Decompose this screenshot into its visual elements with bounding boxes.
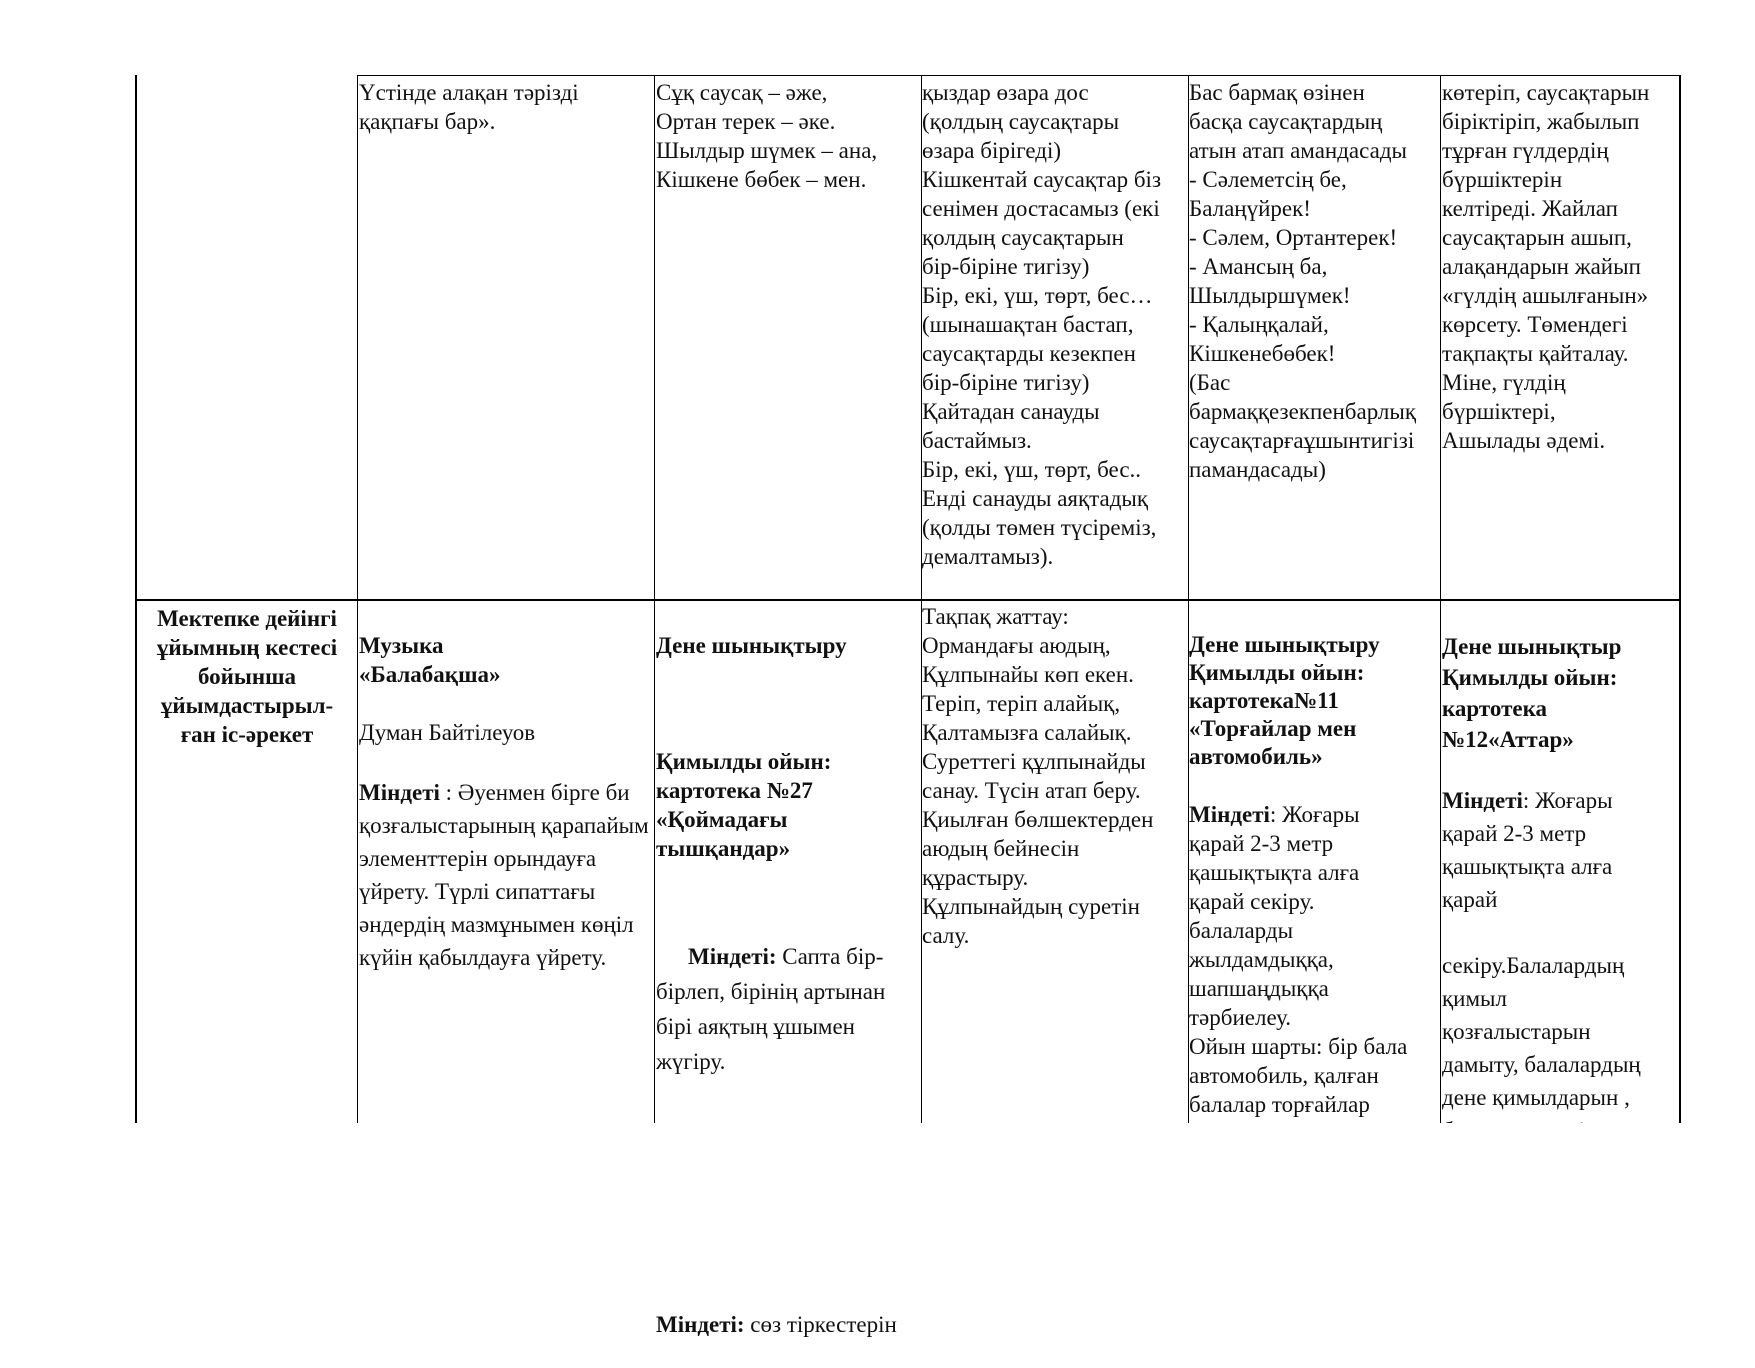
sparrows-task [1189, 800, 1439, 1177]
row2-cell-poem: Тақпақ жаттау: Ормандағы аюдың, Құлпынайы көп екен. Теріп, теріп алайық, Қалтамызға салайық. Суреттегі құлпынайды санау. Түсін атап беру. Қиылған бөлшектерден аюдың бейнесін құрастыру. Құлпынайдың суретін салу. [922, 604, 1154, 948]
pe-task [656, 939, 920, 1079]
kazakh-task-text: сөз тіркестерін [744, 1312, 897, 1337]
table-row-divider [135, 599, 1681, 601]
sparrows-title: Дене шынықтыру Қимылды ойын: картотека№11 «Торғайлар мен автомобиль» [1189, 632, 1380, 769]
music-task-label: Міндеті [359, 780, 440, 805]
page-bottom-margin [0, 1123, 1755, 1240]
sparrows-task-label: Міндеті [1189, 802, 1270, 827]
row1-cell-3: Сұқ саусақ – әже, Ортан терек – әке. Шылдыр шүмек – ана, Кішкене бөбек – мен. [656, 80, 878, 192]
music-title: Музыка «Балабақша» [359, 633, 501, 687]
sparrows-task-text: : Жоғары қарай 2-3 метр қашықтықта алға қарай секіру. балаларды жылдамдыққа, шапшаңдыққа тәрбиелеу. Ойын шарты: бір бала автомобиль, қалған балалар торғайлар [1189, 802, 1408, 1117]
music-author: Думан Байтілеуов [359, 720, 536, 745]
kazakh-task-label: Міндеті: [656, 1312, 745, 1337]
music-task-text: : Әуенмен бірге би қозғалыстарының қарапайым элементтерін орындауға үйрету. Түрлі сипаттағы әндердің мазмұнымен көңіл күйін қабылдауға үйрету. [359, 780, 649, 970]
music-task [359, 776, 651, 974]
pe-title: Дене шынықтыру [656, 633, 847, 658]
row-header-organized-activity: Мектепке дейінгі ұйымның кестесі бойынша ұйымдастырыл- ған іс-әрекет [156, 606, 338, 747]
pe-task-label: Міндеті: [688, 944, 777, 969]
row2-cell-music [359, 602, 651, 1003]
horses-task-label: Міндеті [1442, 788, 1523, 813]
pe-game: Қимылды ойын: картотека №27 «Қоймадағы тышқандар» [656, 749, 832, 861]
row2-cell-game-horses [1442, 602, 1678, 1209]
horses-title: Дене шынықтыр Қимылды ойын: картотека №12«Аттар» [1442, 634, 1622, 752]
horses-task [1442, 784, 1678, 916]
pe-task-text: Сапта бір-бірлеп, бірінің артынан бірі аяқтың ұшымен жүгіру. [656, 944, 886, 1074]
row1-cell-4: қыздар өзара дос (қолдың саусақтары өзара бірігеді) Кішкентай саусақтар біз сенімен достасамыз (екі қолдың саусақтарын бір-біріне тигізу) Бір, екі, үш, төрт, бес… (шынашақтан бастап, саусақтарды кезекпен бір-біріне тигізу) Қайтадан санауды бастаймыз. Бір, екі, үш, төрт, бес.. Енді санауды аяқтадық (қолды төмен түсіреміз, демалтамыз). [922, 80, 1162, 569]
table-top-border [357, 75, 1681, 76]
row1-cell-5: Бас бармақ өзінен басқа саусақтардың атын атап амандасады - Сәлеметсің бе, Балаңүйрек! - Сәлем, Ортантерек! - Амансың ба, Шылдыршүмек! - Қалыңқалай, Кішкенебөбек! (Бас бармаққезекпенбарлық саусақтарғаұшынтигізі памандасады) [1189, 80, 1417, 482]
row1-cell-6: көтеріп, саусақтарын біріктіріп, жабылып тұрған гүлдердің бүршіктерін келтіреді. Жайлап саусақтарын ашып, алақандарын жайып «гүлдің ашылғанын» көрсету. Төмендегі тақпақты қайталау. Міне, гүлдің бүршіктері, Ашылады әдемі. [1442, 80, 1650, 453]
horses-task-text: : Жоғары қарай 2-3 метр қашықтықта алға қарай [1442, 788, 1613, 912]
row1-cell-2: Үстінде алақан тәрізді қақпағы бар». [359, 80, 579, 134]
row2-cell-game-sparrows [1189, 602, 1439, 1206]
kazakh-task [656, 1310, 920, 1339]
horses-task-rest: секіру.Балалардың қимыл қозғалыстарын дамыту, балалардың дене қимылдарын , [1442, 953, 1641, 1110]
row2-cell-physical-education [656, 602, 920, 1368]
